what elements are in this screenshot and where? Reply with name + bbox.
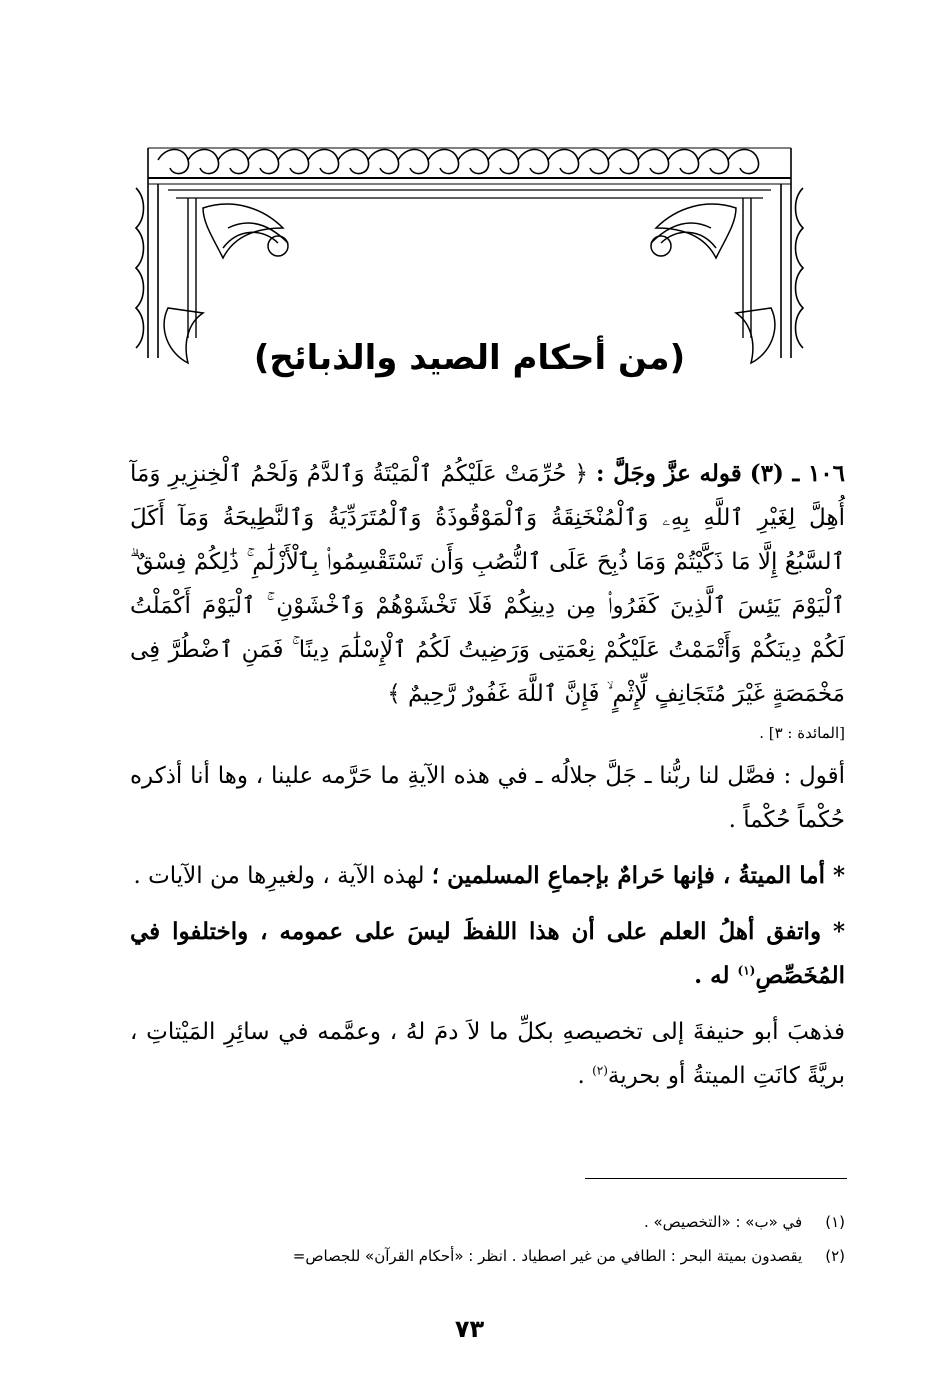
footnote-number: (٢) — [825, 1247, 845, 1265]
footnote-text: يقصدون بميتة البحر : الطافي من غير اصطياد . انظر : «أحكام القرآن» للجصاص= — [292, 1247, 803, 1265]
verse-reference: [المائدة : ٣] . — [759, 724, 845, 742]
paragraph-3 — [130, 910, 845, 998]
paragraph-1: أقول : فصَّل لنا ربُّنا ـ جَلَّ جلالُه ـ في هذه الآيةِ ما حَرَّمه علينا ، وها أنا أذكره حُكْماً حُكْماً . — [130, 763, 845, 833]
entry-number: ١٠٦ ـ (٣) — [749, 460, 845, 487]
main-text — [130, 452, 845, 1110]
page-number: ٧٣ — [454, 1315, 485, 1343]
chapter-title: (من أحكام الصيد والذبائح) — [253, 338, 686, 378]
footnote-separator — [585, 1178, 847, 1179]
paragraph-2-rest: لهذه الآية ، ولغيرِها من الآيات . — [133, 863, 432, 889]
paragraph-3-end: له . — [694, 962, 738, 989]
entry-paragraph — [130, 452, 845, 716]
side-borders — [136, 148, 803, 358]
paragraph-4-text: فذهبَ أبو حنيفةَ إلى تخصيصهِ بكلِّ ما لاَ دمَ لهُ ، وعمَّمه في سائِرِ المَيْتاتِ ، بريَّةً كانَتِ الميتةُ أو بحرية — [130, 1019, 845, 1089]
footnote-marker-1[interactable]: (١) — [737, 963, 756, 978]
paragraph-3-text: * واتفق أهلُ العلم على أن هذا اللفظَ ليسَ على عمومه ، واختلفوا في المُخَصِّصِ — [130, 918, 845, 989]
paragraph-4 — [130, 1010, 845, 1098]
footnote-number: (١) — [825, 1213, 845, 1231]
footnote-2 — [130, 1239, 845, 1273]
paragraph-2-bold: * أما الميتةُ ، فإنها حَرامٌ بإجماعِ المسلمين ؛ — [431, 862, 845, 889]
footnote-text: في «ب» : «التخصيص» . — [643, 1213, 803, 1231]
top-border-scroll — [148, 148, 791, 184]
quran-verse: ﴿ حُرِّمَتْ عَلَيْكُمُ ٱلْمَيْتَةُ وَٱلدَّمُ وَلَحْمُ ٱلْخِنزِيرِ وَمَآ أُهِلَّ لِغَيْرِ ٱللَّهِ بِهِۦ وَٱلْمُنْخَنِقَةُ وَٱلْمَوْقُوذَةُ وَٱلْمُتَرَدِّيَةُ وَٱلنَّطِيحَةُ وَمَآ أَكَلَ ٱلسَّبُعُ إِلَّا مَا ذَكَّيْتُمْ وَمَا ذُبِحَ عَلَى ٱلنُّصُبِ وَأَن تَسْتَقْسِمُوا۟ بِٱلْأَزْلَٰمِ ۚ ذَٰلِكُمْ فِسْقٌ ۗ ٱلْيَوْمَ يَئِسَ ٱلَّذِينَ كَفَرُوا۟ مِن دِينِكُمْ فَلَا تَخْشَوْهُمْ وَٱخْشَوْنِ ۚ ٱلْيَوْمَ أَكْمَلْتُ لَكُمْ دِينَكُمْ وَأَتْمَمْتُ عَلَيْكُمْ نِعْمَتِى وَرَضِيتُ لَكُمُ ٱلْإِسْلَٰمَ دِينًا ۚ فَمَنِ ٱضْطُرَّ فِى مَخْمَصَةٍ غَيْرَ مُتَجَانِفٍ لِّإِثْمٍ ۙ فَإِنَّ ٱللَّهَ غَفُورٌ رَّحِيمٌ ﴾ — [130, 461, 845, 707]
entry-intro: قوله عزَّ وجَلَّ : — [595, 460, 742, 487]
paragraph-4-end: . — [577, 1063, 593, 1089]
paragraph-2 — [130, 854, 845, 898]
footnotes — [130, 1205, 845, 1273]
footnote-1 — [130, 1205, 845, 1239]
footnote-marker-2[interactable]: (٢) — [592, 1063, 608, 1078]
